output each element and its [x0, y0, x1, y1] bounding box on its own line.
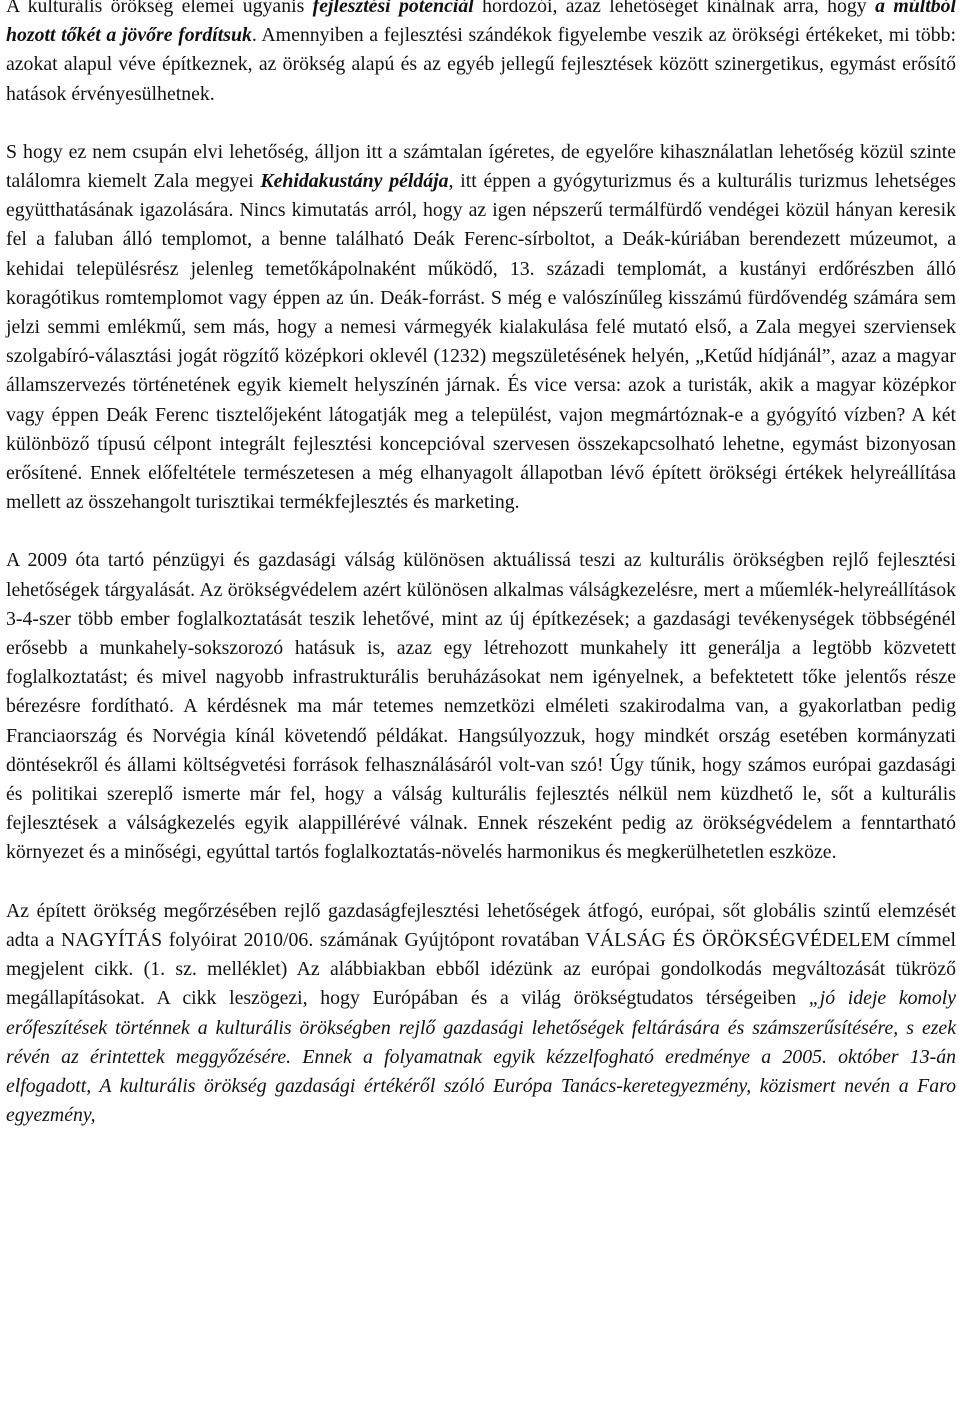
- emphasis-fejlesztesi-potencial: fejlesztési potenciál: [312, 0, 474, 17]
- paragraph-nagyitas-article: [6, 897, 956, 1131]
- quote-faro-convention: „jó ideje komoly erőfeszítések történnek a kulturális örökségben rejlő gazdasági lehetőségek feltárására és számszerűsítésére, s ezek révén az érintettek meggyőzésére. Ennek a folyamatnak egyik kézzelfogható eredménye a 2005. október 13-án elfogadott, A kulturális örökség gazdasági értékéről szóló Európa Tanács-keretegyezmény, közismert nevén a Faro egyezmény,: [6, 987, 956, 1127]
- text-run: S hogy ez nem csupán elvi lehetőség, álljon itt a számtalan ígéretes, de egyelőre kihasználatlan lehetőség közül szinte találomra kiemelt Zala megyei: [6, 140, 956, 193]
- paragraph-heritage-potential: [6, 0, 956, 109]
- text-run: A 2009 óta tartó pénzügyi és gazdasági válság különösen aktuálissá teszi az kulturális örökségben rejlő fejlesztési lehetőségek tárgyalását. Az örökségvédelem azért különösen alkalmas válságkezelésre, mert a műemlék-helyreállítások 3-4-szer több ember foglalkoztatását teszik lehetővé, mint az új építkezések; a gazdasági tevékenységek többségénél erősebb a munkahely-sokszorozó hatásuk is, azaz egy létrehozott munkahely itt generálja a legtöbb közvetett foglalkoztatást; és mivel nagyobb infrastrukturális beruházásokat nem igényelnek, a befektetett tőke jelentős része bérezésre fordítható. A kérdésnek ma már tetemes nemzetközi elméleti szakirodalma van, a gyakorlatban pedig Franciaország és Norvégia kínál követendő példákat. Hangsúlyozzuk, hogy mindkét ország esetében kormányzati döntésekről és állami költségvetési források felhasználásáról volt-van szó! Úgy tűnik, hogy számos európai gazdasági és politikai szereplő ismerte már fel, hogy a válság kulturális fejlesztés nélkül nem küzdhető le, sőt a kulturális fejlesztések a válságkezelés egyik alappillérévé válnak. Ennek részeként pedig az örökségvédelem a fenntartható környezet és a minőségi, egyúttal tartós foglalkoztatás-növelés harmonikus és megkerülhetetlen eszköze.: [6, 549, 956, 864]
- text-run: hordozói, azaz lehetőséget kínálnak arra, hogy: [473, 0, 876, 17]
- emphasis-multbol-hozott-toke: a múltból hozott tőkét a jövőre fordítsuk: [6, 0, 956, 47]
- emphasis-kehidakustany: Kehidakustány példája: [260, 170, 449, 193]
- paragraph-kehidakustany-example: [6, 138, 956, 518]
- text-run: A kulturális örökség elemei ugyanis: [6, 0, 313, 17]
- text-run: . Amennyiben a fejlesztési szándékok figyelembe veszik az örökségi értékeket, mi több: azokat alapul véve építkeznek, az örökség alapú és az egyéb jellegű fejlesztések között szinergetikus, egymást erősítő hatások érvényesülhetnek.: [6, 24, 956, 105]
- paragraph-crisis-heritage: [6, 546, 956, 867]
- text-run: Az épített örökség megőrzésében rejlő gazdaságfejlesztési lehetőségek átfogó, európai, sőt globális szintű elemzését adta a NAGYÍTÁS folyóirat 2010/06. számának Gyújtópont rovatában VÁLSÁG ÉS ÖRÖKSÉGVÉDELEM címmel megjelent cikk. (1. sz. melléklet) Az alábbiakban ebből idézünk az európai gondolkodás megváltozását tükröző megállapításokat. A cikk leszögezi, hogy Európában és a világ örökségtudatos térségeiben: [6, 899, 956, 1010]
- text-run: , itt éppen a gyógyturizmus és a kulturális turizmus lehetséges együtthatásának igazolására. Nincs kimutatás arról, hogy az igen népszerű termálfürdő vendégei közül hányan keresik fel a faluban álló templomot, a benne található Deák Ferenc-sírboltot, a Deák-kúriában berendezett múzeumot, a kehidai településrész jelenleg temetőkápolnaként működő, 13. századi templomát, a kustányi erdőrészben álló koragótikus romtemplomot vagy éppen az ún. Deák-forrást. S még e valószínűleg kisszámú fürdővendég számára sem jelzi semmi emlékmű, sem más, hogy a nemesi vármegyék kialakulása felé mutató első, a Zala megyei szerviensek szolgabíró-választási jogát rögzítő középkori oklevél (1232) megszületésének helyén, „Ketűd hídjánál”, azaz a magyar államszervezés történetének egyik kiemelt helyszínén járnak. És vice versa: azok a turisták, akik a magyar középkor vagy éppen Deák Ferenc tisztelőjeként látogatják meg a települést, vajon megmártóznak-e a gyógyító vízben? A két különböző típusú célpont integrált fejlesztési koncepcióval szervesen összekapcsolható lehetne, egymást bizonyosan erősítené. Ennek előfeltétele természetesen a még elhanyagolt állapotban lévő épített örökségi értékek helyreállítása mellett az összehangolt turisztikai termékfejlesztés és marketing.: [6, 170, 956, 514]
- document-page: [6, 0, 956, 1159]
